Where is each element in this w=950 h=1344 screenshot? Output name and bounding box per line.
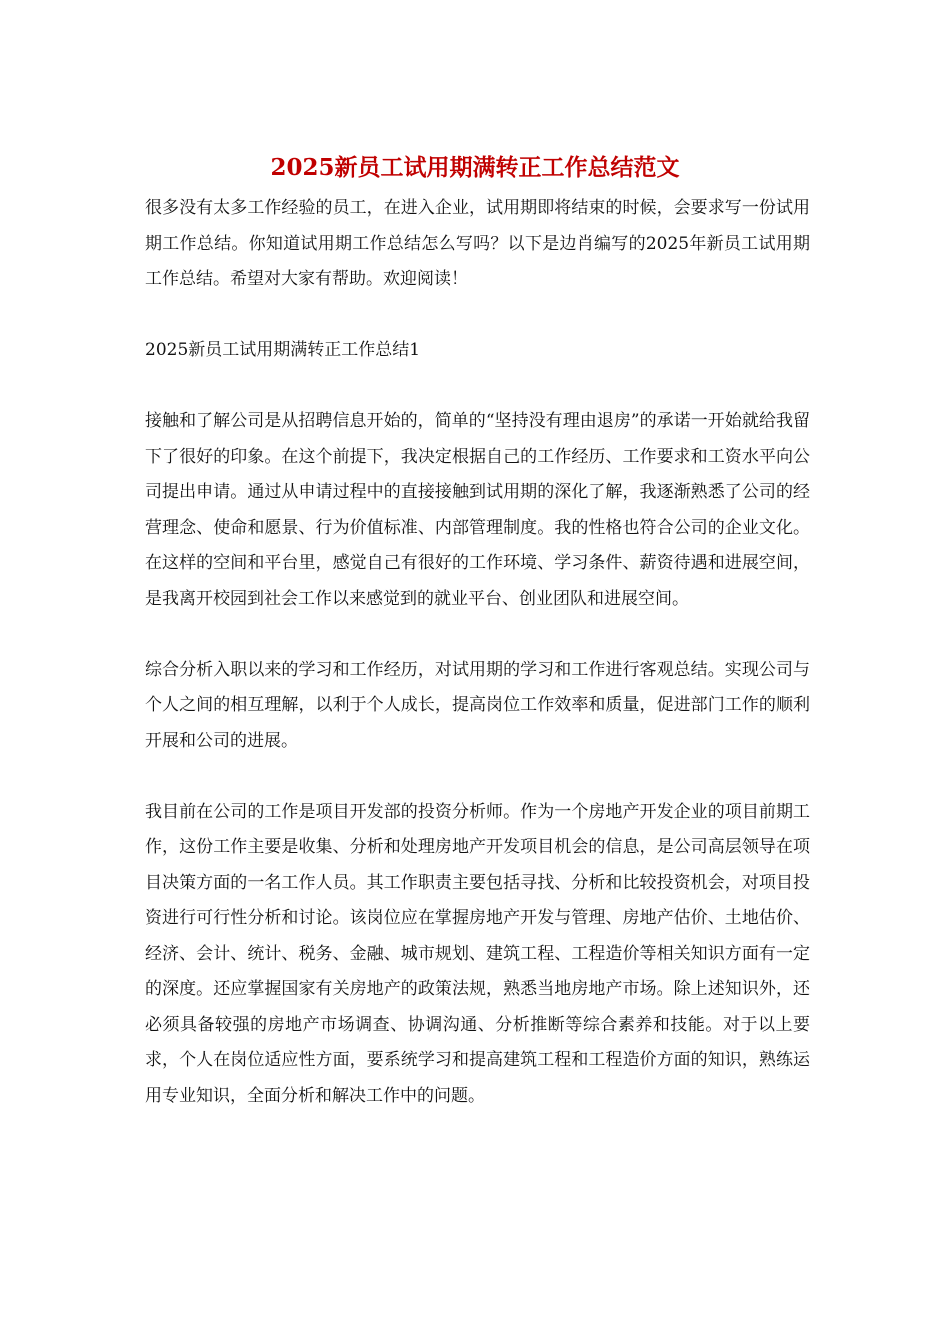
section-heading: 2025新员工试用期满转正工作总结1 [145, 340, 421, 360]
body-paragraph: 综合分析入职以来的学习和工作经历，对试用期的学习和工作进行客观总结。实现公司与个人之间的相互理解，以利于个人成长，提高岗位工作效率和质量，促进部门工作的顺利开展和公司的进展。 [145, 659, 810, 751]
body-paragraph: 我目前在公司的工作是项目开发部的投资分析师。作为一个房地产开发企业的项目前期工作，这份工作主要是收集、分析和处理房地产开发项目机会的信息，是公司高层领导在项目决策方面的一名工作人员。其工作职责主要包括寻找、分析和比较投资机会，对项目投资进行可行性分析和讨论。该岗位应在掌握房地产开发与管理、房地产估价、土地估价、经济、会计、统计、税务、金融、城市规划、建筑工程、工程造价等相关知识方面有一定的深度。还应掌握国家有关房地产的政策法规，熟悉当地房地产市场。除上述知识外，还必须具备较强的房地产市场调查、协调沟通、分析推断等综合素养和技能。对于以上要求，个人在岗位适应性方面，要系统学习和提高建筑工程和工程造价方面的知识，熟练运用专业知识，全面分析和解决工作中的问题。 [145, 801, 810, 1106]
body-paragraph: 接触和了解公司是从招聘信息开始的，简单的“坚持没有理由退房”的承诺一开始就给我留下了很好的印象。在这个前提下，我决定根据自己的工作经历、工作要求和工资水平向公司提出申请。通过从申请过程中的直接接触到试用期的深化了解，我逐渐熟悉了公司的经营理念、使命和愿景、行为价值标准、内部管理制度。我的性格也符合公司的企业文化。在这样的空间和平台里，感觉自己有很好的工作环境、学习条件、薪资待遇和进展空间，是我离开校园到社会工作以来感觉到的就业平台、创业团队和进展空间。 [145, 411, 810, 609]
document-title: 2025新员工试用期满转正工作总结范文 [270, 154, 680, 181]
document-body [145, 191, 810, 1150]
intro-paragraph: 很多没有太多工作经验的员工，在进入企业，试用期即将结束的时候，会要求写一份试用期工作总结。你知道试用期工作总结怎么写吗？以下是边肖编写的2025年新员工试用期工作总结。希望对大家有帮助。欢迎阅读！ [145, 198, 810, 289]
